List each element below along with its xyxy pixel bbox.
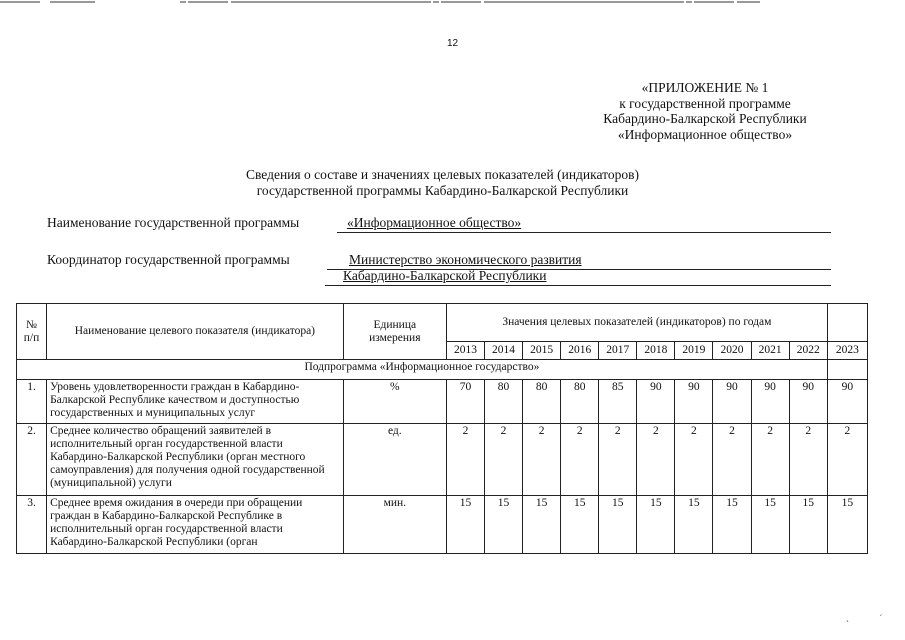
header-row — [17, 304, 868, 342]
document-title-line: Сведения о составе и значениях целевых показателей (индикаторов) — [245, 167, 639, 182]
year-header: 2022 — [789, 342, 827, 360]
appendix-header — [560, 80, 850, 142]
program-name-field — [47, 215, 837, 235]
indicator-value: 90 — [637, 380, 675, 424]
year-header: 2017 — [599, 342, 637, 360]
indicator-value: 2 — [751, 424, 789, 496]
indicator-value: 2 — [827, 424, 867, 496]
scan-artifact-top — [0, 0, 905, 8]
year-header: 2013 — [446, 342, 484, 360]
indicator-name: Среднее количество обращений заявителей в исполнительный орган государственной власти Кабардино-Балкарской Республики (орган местного самоуправления) для получения одной государственной (муниципальной) услуги — [47, 424, 344, 496]
year-header: 2019 — [675, 342, 713, 360]
indicators-table — [16, 303, 868, 554]
indicator-value: 2 — [599, 424, 637, 496]
indicator-value: 15 — [827, 496, 867, 554]
indicator-value: 2 — [561, 424, 599, 496]
year-header: 2021 — [751, 342, 789, 360]
coordinator-field — [47, 252, 837, 288]
coordinator-value-line1: Министерство экономического развития — [349, 252, 582, 267]
appendix-line: Кабардино-Балкарской Республики — [603, 111, 807, 126]
coordinator-label: Координатор государственной программы — [47, 252, 290, 267]
indicator-value: 90 — [789, 380, 827, 424]
year-header: 2023 — [827, 342, 867, 360]
underline-rule — [337, 232, 831, 233]
document-title-line: государственной программы Кабардино-Балкарской Республики — [256, 183, 629, 198]
row-number: 2. — [17, 424, 47, 496]
page-number: 12 — [446, 38, 459, 49]
indicator-value: 15 — [713, 496, 751, 554]
indicator-value: 15 — [637, 496, 675, 554]
indicator-value: 15 — [523, 496, 561, 554]
indicator-unit: ед. — [343, 424, 446, 496]
column-header-unit: Единица измерения — [343, 304, 446, 360]
column-header-name: Наименование целевого показателя (индикатора) — [47, 304, 344, 360]
indicator-value: 80 — [523, 380, 561, 424]
subprogram-blank-cell — [827, 360, 867, 380]
header-blank-cell — [827, 304, 867, 342]
indicator-value: 15 — [485, 496, 523, 554]
indicator-value: 85 — [599, 380, 637, 424]
indicator-value: 90 — [751, 380, 789, 424]
program-name-value: «Информационное общество» — [347, 215, 522, 230]
indicator-value: 15 — [675, 496, 713, 554]
table-row — [17, 380, 868, 424]
indicator-value: 70 — [446, 380, 484, 424]
indicator-value: 2 — [446, 424, 484, 496]
column-header-num: № п/п — [17, 304, 47, 360]
appendix-line: «ПРИЛОЖЕНИЕ № 1 — [641, 80, 769, 95]
year-header: 2018 — [637, 342, 675, 360]
scan-artifact-mark: ˴ — [846, 616, 849, 626]
year-header: 2020 — [713, 342, 751, 360]
row-number: 1. — [17, 380, 47, 424]
indicator-value: 80 — [561, 380, 599, 424]
indicator-value: 2 — [713, 424, 751, 496]
indicator-value: 15 — [446, 496, 484, 554]
appendix-line: «Информационное общество» — [617, 126, 793, 142]
program-name-label: Наименование государственной программы — [47, 215, 300, 230]
indicator-value: 15 — [561, 496, 599, 554]
indicator-value: 80 — [485, 380, 523, 424]
indicator-value: 2 — [485, 424, 523, 496]
indicator-value: 15 — [599, 496, 637, 554]
coordinator-value-line2: Кабардино-Балкарской Республики — [343, 268, 547, 283]
indicator-value: 90 — [827, 380, 867, 424]
year-header: 2015 — [523, 342, 561, 360]
indicator-value: 90 — [713, 380, 751, 424]
indicator-name: Уровень удовлетворенности граждан в Кабардино-Балкарской Республике качеством и доступностью государственных и муниципальных услуг — [47, 380, 344, 424]
indicator-value: 15 — [789, 496, 827, 554]
column-header-values-group: Значения целевых показателей (индикаторов) по годам — [446, 304, 827, 342]
year-header: 2016 — [561, 342, 599, 360]
year-header: 2014 — [485, 342, 523, 360]
subprogram-row — [17, 360, 868, 380]
indicator-value: 2 — [637, 424, 675, 496]
indicator-value: 90 — [675, 380, 713, 424]
document-title — [0, 167, 885, 199]
appendix-line: к государственной программе — [619, 95, 791, 111]
table-row — [17, 496, 868, 554]
indicator-value: 2 — [789, 424, 827, 496]
scan-artifact-mark: ′ — [880, 614, 883, 624]
indicator-value: 15 — [751, 496, 789, 554]
indicator-value: 2 — [523, 424, 561, 496]
underline-rule — [325, 285, 831, 286]
indicator-unit: % — [343, 380, 446, 424]
indicator-name: Среднее время ожидания в очереди при обращении граждан в Кабардино-Балкарской Республике в исполнительный орган государственной власти Кабардино-Балкарской Республики (орган — [47, 496, 344, 554]
table-row — [17, 424, 868, 496]
indicator-value: 2 — [675, 424, 713, 496]
indicator-unit: мин. — [343, 496, 446, 554]
row-number: 3. — [17, 496, 47, 554]
subprogram-title: Подпрограмма «Информационное государство» — [17, 360, 828, 380]
